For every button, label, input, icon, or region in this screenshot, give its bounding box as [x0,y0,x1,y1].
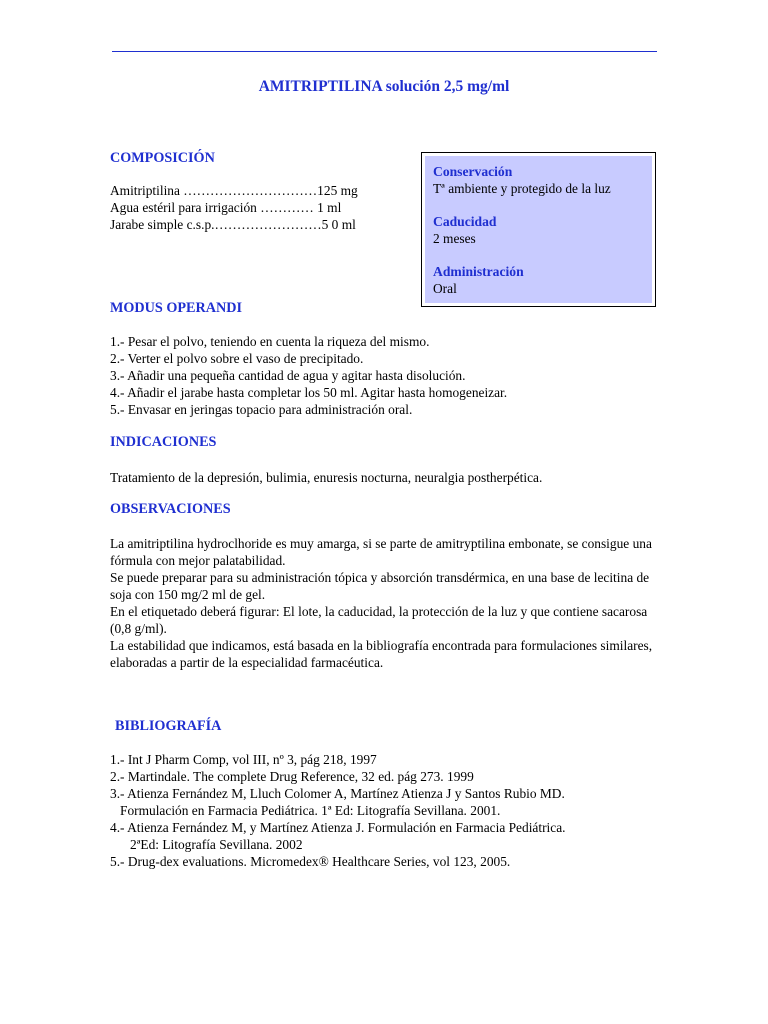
reference-item-continuation: 2ªEd: Litografía Sevillana. 2002 [130,837,303,852]
document-title: AMITRIPTILINA solución 2,5 mg/ml [258,78,510,95]
administracion-heading: Administración [433,264,524,279]
caducidad-text: 2 meses [433,231,476,246]
indicaciones-heading: INDICACIONES [110,434,217,450]
modus-steps [110,333,507,418]
observaciones-paragraph: La estabilidad que indicamos, está basada en la bibliografía encontrada para formulaciones similares, elaboradas a partir de la especialidad farmacéutica. [110,638,653,670]
composicion-line: Amitriptilina …………………………125 mg [110,183,358,198]
observaciones-body [110,535,670,671]
modus-step: 4.- Añadir el jarabe hasta completar los 50 ml. Agitar hasta homogeneizar. [110,385,508,400]
reference-item: 3.- Atienza Fernández M, Lluch Colomer A, Martínez Atienza J y Santos Rubio MD. [110,786,565,801]
composicion-line: Agua estéril para irrigación ………… 1 ml [110,200,342,215]
reference-item: 4.- Atienza Fernández M, y Martínez Atienza J. Formulación en Farmacia Pediátrica. [110,820,566,835]
observaciones-paragraph: En el etiquetado deberá figurar: El lote, la caducidad, la protección de la luz y que contiene sacarosa (0,8 g/ml). [110,604,648,636]
bibliografia-list [110,751,566,870]
caducidad-heading: Caducidad [433,214,497,229]
reference-item: 5.- Drug-dex evaluations. Micromedex® Healthcare Series, vol 123, 2005. [110,854,511,869]
reference-item-continuation: Formulación en Farmacia Pediátrica. 1ª Ed: Litografía Sevillana. 2001. [120,803,501,818]
observaciones-heading: OBSERVACIONES [110,501,231,517]
conservacion-text: Tª ambiente y protegido de la luz [433,181,611,196]
reference-item: 1.- Int J Pharm Comp, vol III, nº 3, pág 218, 1997 [110,752,377,767]
indicaciones-block [110,469,542,486]
composicion-line: Jarabe simple c.s.p.……………………5 0 ml [110,217,356,232]
reference-item: 2.- Martindale. The complete Drug Reference, 32 ed. pág 273. 1999 [110,769,474,784]
modus-step: 5.- Envasar en jeringas topacio para administración oral. [110,402,413,417]
observaciones-paragraph: La amitriptilina hydroclhoride es muy amarga, si se parte de amitryptilina embonate, se consigue una fórmula con mejor palatabilidad. [110,536,652,568]
modus-step: 1.- Pesar el polvo, teniendo en cuenta la riqueza del mismo. [110,334,430,349]
storage-info-box-fill [425,156,652,303]
observaciones-paragraph: Se puede preparar para su administración tópica y absorción transdérmica, en una base de lecitina de soja con 150 mg/2 ml de gel. [110,570,650,602]
modus-step: 2.- Verter el polvo sobre el vaso de precipitado. [110,351,364,366]
top-rule [112,51,657,52]
composicion-list [110,182,358,233]
storage-info-box [421,152,656,307]
conservacion-heading: Conservación [433,164,513,179]
composicion-heading: COMPOSICIÓN [110,150,215,166]
administracion-text: Oral [433,281,457,296]
modus-step: 3.- Añadir una pequeña cantidad de agua y agitar hasta disolución. [110,368,466,383]
bibliografia-heading: BIBLIOGRAFÍA [115,718,222,734]
modus-heading: MODUS OPERANDI [110,300,243,316]
indicaciones-text: Tratamiento de la depresión, bulimia, enuresis nocturna, neuralgia postherpética. [110,470,543,485]
